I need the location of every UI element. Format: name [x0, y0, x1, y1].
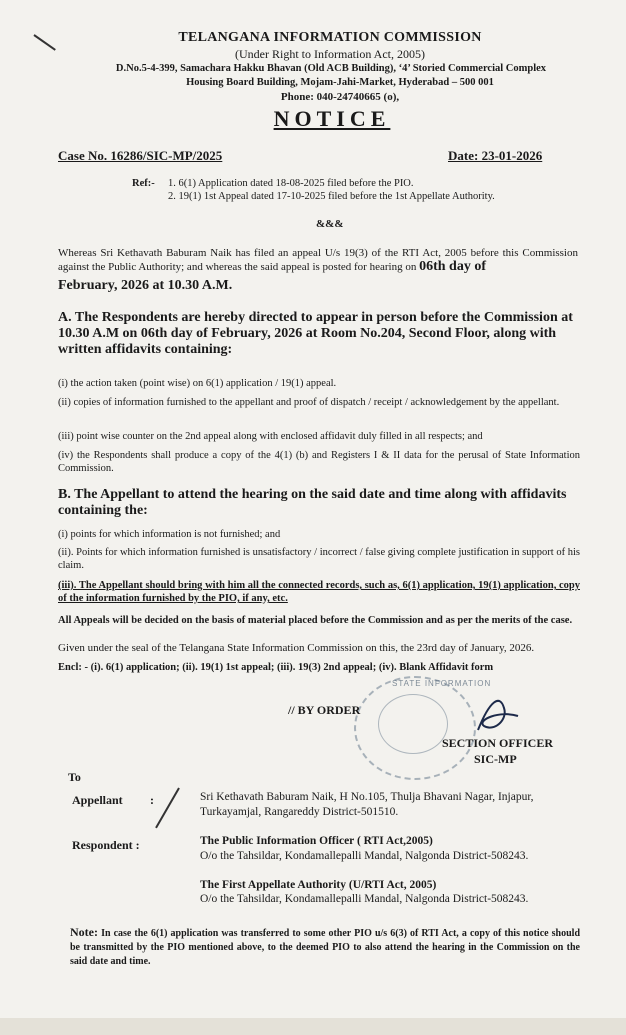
- intro-paragraph: Whereas Sri Kethavath Baburam Naik has filed an appeal U/s 19(3) of the RTI Act, 2005 before this Commission against the Public Authority; and whereas the said appeal is posted for hearing on: [58, 247, 578, 273]
- notice-date: Date: 23-01-2026: [448, 148, 543, 163]
- seal-text: STATE INFORMATION: [392, 679, 492, 688]
- note-label: Note:: [70, 925, 98, 939]
- org-title: TELANGANA INFORMATION COMMISSION: [178, 30, 482, 45]
- section-a-item-1: (i) the action taken (point wise) on 6(1) application / 19(1) appeal.: [58, 378, 337, 389]
- section-a-heading: A. The Respondents are hereby directed to appear in person before the Commission at 10.30 A.M on 06th day of February, 2026 at Room No.204, Second Floor, along with written affidavits containing:: [58, 310, 573, 357]
- section-officer-dept: SIC-MP: [474, 752, 517, 766]
- enclosures: Encl: - (i). 6(1) application; (ii). 19(1) 1st appeal; (iii). 19(3) 2nd appeal; (iv). Blank Affidavit form: [58, 662, 494, 673]
- note-text: In case the 6(1) application was transferred to some other PIO u/s 6(3) of RTI Act, a copy of this notice should be transmitted by the PIO mentioned above, to the deemed PIO to also attend the hearing in the Commission on the said date and time.: [70, 928, 581, 967]
- signature-mark: [470, 690, 526, 742]
- hearing-date-time: February, 2026 at 10.30 A.M.: [58, 278, 233, 293]
- appeals-decision: All Appeals will be decided on the basis of material placed before the Commission and as per the merits of the case.: [58, 615, 573, 626]
- case-number: Case No. 16286/SIC-MP/2025: [58, 148, 223, 163]
- section-b-heading: B. The Appellant to attend the hearing on the said date and time along with affidavits containing the:: [58, 487, 567, 518]
- ref-line-1: 1. 6(1) Application dated 18-08-2025 filed before the PIO.: [168, 178, 414, 189]
- phone-line: Phone: 040-24740665 (o),: [280, 91, 400, 103]
- appellant-label: Appellant: [72, 793, 123, 807]
- section-b-item-3: (iii). The Appellant should bring with him all the connected records, such as, 6(1) application, 19(1) application, copy of the information furnished by the PIO, if any, etc.: [58, 580, 580, 604]
- commission-seal-inner: [378, 694, 448, 754]
- scan-edge: [0, 1018, 626, 1035]
- respondent-2-address: O/o the Tahsildar, Kondamallepalli Mandal, Nalgonda District-508243.: [200, 893, 529, 905]
- pen-slash: [155, 788, 180, 829]
- section-a-item-3: (iii) point wise counter on the 2nd appeal along with enclosed affidavit duly filled in all respects; and: [58, 431, 483, 442]
- notice-title: NOTICE: [273, 106, 391, 131]
- hearing-day: 06th day of: [419, 259, 486, 274]
- respondent-2-title: The First Appellate Authority (U/RTI Act, 2005): [200, 879, 437, 891]
- address-line-2: Housing Board Building, Mojam-Jahi-Market, Hyderabad – 500 001: [186, 77, 494, 88]
- separator: &&&: [316, 218, 344, 230]
- appellant-address-1: Sri Kethavath Baburam Naik, H No.105, Thulja Bhavani Nagar, Injapur,: [200, 791, 534, 803]
- section-officer: SECTION OFFICER: [442, 736, 554, 750]
- seal-line: Given under the seal of the Telangana State Information Commission on this, the 23rd day of January, 2026.: [58, 642, 535, 654]
- respondent-1-address: O/o the Tahsildar, Kondamallepalli Mandal, Nalgonda District-508243.: [200, 850, 529, 862]
- act-subtitle: (Under Right to Information Act, 2005): [235, 47, 425, 61]
- address-line-1: D.No.5-4-399, Samachara Hakku Bhavan (Old ACB Building), ‘4’ Storied Commercial Complex: [115, 63, 547, 74]
- note-block: [70, 925, 580, 969]
- respondent-label: Respondent :: [72, 838, 140, 852]
- respondent-1-title: The Public Information Officer ( RTI Act,2005): [200, 835, 433, 847]
- appellant-colon: :: [150, 793, 154, 807]
- section-b-item-1: (i) points for which information is not furnished; and: [58, 529, 281, 540]
- by-order: // BY ORDER: [288, 703, 361, 717]
- appellant-address-2: Turkayamjal, Rangareddy District-501510.: [200, 806, 399, 818]
- ref-line-2: 2. 19(1) 1st Appeal dated 17-10-2025 filed before the 1st Appellate Authority.: [168, 191, 495, 202]
- section-a-item-4: (iv) the Respondents shall produce a copy of the 4(1) (b) and Registers I & II data for the perusal of State Information Commission.: [58, 450, 580, 474]
- section-a-item-2: (ii) copies of information furnished to the appellant and proof of dispatch / receipt / acknowledgement by the appellant.: [58, 397, 560, 408]
- pen-mark: [33, 34, 55, 51]
- ref-label: Ref:-: [132, 178, 155, 189]
- section-b-item-2: (ii). Points for which information furnished is unsatisfactory / incorrect / false giving complete justification in support of his claim.: [58, 547, 580, 571]
- to-label: To: [68, 770, 81, 784]
